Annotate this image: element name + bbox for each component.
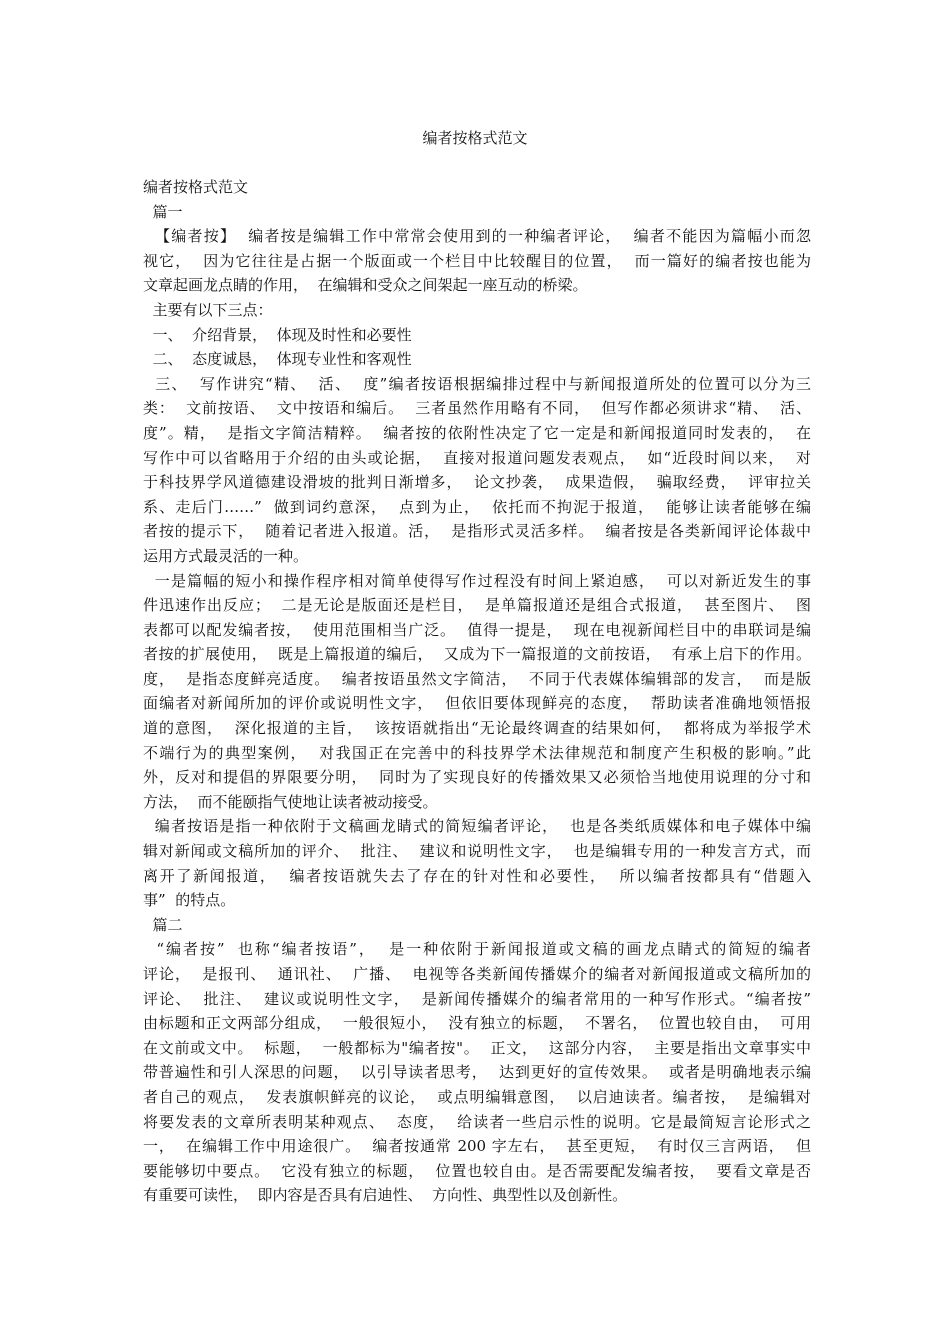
text-line: 辑对新闻或文稿所加的评介、 批注、 建议和说明性文字， 也是编辑专用的一种发言方式，而	[143, 842, 811, 861]
text-line: 于科技界学风道德建设滑坡的批判日渐增多， 论文抄袭， 成果造假， 骗取经费， 评审拉关	[143, 473, 811, 492]
text-line: 类： 文前按语、 文中按语和编后。 三者虽然作用略有不同， 但写作都必须讲求“精、 活、	[143, 399, 811, 418]
text-line: 三、 写作讲究“精、 活、 度”编者按语根据编排过程中与新闻报道所处的位置可以分为三	[143, 374, 811, 393]
text-line: 道的意图， 深化报道的主旨， 该按语就指出“无论最终调查的结果如何， 都将成为举报学术	[143, 719, 811, 738]
text-line: 表都可以配发编者按， 使用范围相当广泛。 值得一提是， 现在电视新闻栏目中的串联词是编	[143, 620, 811, 639]
text-line: 系、走后门……” 做到词约意深， 点到为止， 依托而不拘泥于报道， 能够让读者能够在编	[143, 497, 811, 516]
text-line: 有重要可读性， 即内容是否具有启迪性、 方向性、典型性以及创新性。	[143, 1186, 628, 1205]
document-title: 编者按格式范文	[422, 129, 528, 147]
text-line: 件迅速作出反应； 二是无论是版面还是栏目， 是单篇报道还是组合式报道， 甚至图片、 图	[143, 596, 811, 615]
text-line: 方法， 而不能颐指气使地让读者被动接受。	[143, 792, 438, 811]
text-line: 由标题和正文两部分组成， 一般很短小， 没有独立的标题， 不署名， 位置也较自由， 可用	[143, 1014, 811, 1033]
text-line: 带普遍性和引人深思的问题， 以引导读者思考， 达到更好的宣传效果。 或者是明确地表示编	[143, 1063, 811, 1082]
text-line: 要能够切中要点。 它没有独立的标题， 位置也较自由。是否需要配发编者按， 要看文章是否	[143, 1161, 811, 1180]
text-line: 主要有以下三点：	[143, 300, 273, 319]
text-line: 一是篇幅的短小和操作程序相对简单使得写作过程没有时间上紧迫感， 可以对新近发生的事	[143, 571, 811, 590]
text-line: 评论， 是报刊、 通讯社、 广播、 电视等各类新闻传播媒介的编者对新闻报道或文稿所加的	[143, 965, 811, 983]
text-line: 者自己的观点， 发表旗帜鲜亮的议论， 或点明编辑意图， 以启迪读者。编者按， 是编辑对	[143, 1087, 811, 1106]
text-line: 篇二	[143, 915, 183, 934]
text-line: 外，反对和提倡的界限要分明， 同时为了实现良好的传播效果又必须恰当地使用说理的分寸和	[143, 768, 811, 787]
text-line: 二、 态度诚恳， 体现专业性和客观性	[143, 350, 412, 369]
text-line: 运用方式最灵活的一种。	[143, 546, 309, 565]
document-body	[143, 175, 811, 1208]
text-line: 将要发表的文章所表明某种观点、 态度， 给读者一些启示性的说明。它是最简短言论形式之	[143, 1112, 811, 1131]
text-line: “编者按” 也称“编者按语”， 是一种依附于新闻报道或文稿的画龙点睛式的简短的编者	[143, 940, 811, 959]
text-line: 编者按语是指一种依附于文稿画龙睛式的简短编者评论， 也是各类纸质媒体和电子媒体中编	[143, 817, 811, 836]
text-line: 【编者按】 编者按是编辑工作中常常会使用到的一种编者评论， 编者不能因为篇幅小而忽	[143, 227, 811, 246]
text-line: 面编者对新闻所加的评价或说明性文字， 但依旧要体现鲜亮的态度， 帮助读者准确地领悟报	[143, 694, 811, 713]
text-line: 事” 的特点。	[143, 891, 236, 910]
text-line: 在文前或文中。 标题， 一般都标为"编者按"。 正文， 这部分内容， 主要是指出文章事实中	[143, 1038, 811, 1057]
text-line: 视它， 因为它往往是占据一个版面或一个栏目中比较醒目的位置， 而一篇好的编者按也能为	[143, 251, 811, 270]
text-line: 写作中可以省略用于介绍的由头或论据， 直接对报道问题发表观点， 如“近段时间以来， 对	[143, 448, 811, 467]
text-line: 一， 在编辑工作中用途很广。 编者按通常 200 字左右， 甚至更短， 有时仅三言两语， 但	[143, 1137, 811, 1156]
text-line: 者按的扩展使用， 既是上篇报道的编后， 又成为下一篇报道的文前按语， 有承上启下的作用。	[143, 645, 811, 664]
text-line: 编者按格式范文	[143, 178, 249, 196]
text-line: 评论、 批注、 建议或说明性文字， 是新闻传播媒介的编者常用的一种写作形式。“编者按”	[143, 989, 811, 1008]
text-line: 不端行为的典型案例， 对我国正在完善中的科技界学术法律规范和制度产生积极的影响。”此	[143, 743, 811, 762]
text-line: 度”。精， 是指文字简洁精粹。 编者按的依附性决定了它一定是和新闻报道同时发表的， 在	[143, 423, 811, 442]
text-line: 离开了新闻报道， 编者按语就失去了存在的针对性和必要性， 所以编者按都具有“借题入	[143, 866, 811, 885]
text-line: 文章起画龙点睛的作用， 在编辑和受众之间架起一座互动的桥梁。	[143, 276, 588, 295]
text-line: 篇一	[143, 202, 183, 221]
text-line: 者按的提示下， 随着记者进入报道。活， 是指形式灵活多样。 编者按是各类新闻评论体裁中	[143, 522, 811, 541]
text-line: 一、 介绍背景， 体现及时性和必要性	[143, 325, 412, 344]
text-line: 度， 是指态度鲜亮适度。 编者按语虽然文字简洁， 不同于代表媒体编辑部的发言， 而是版	[143, 669, 811, 688]
